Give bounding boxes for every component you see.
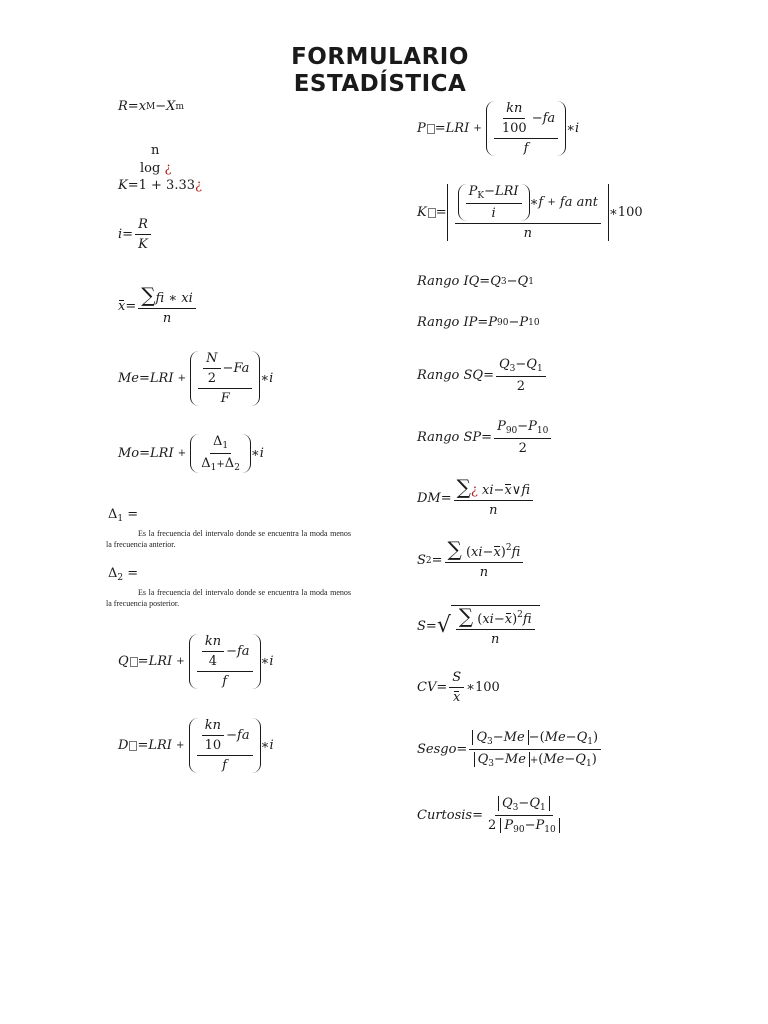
formula-coeficiente-variacion: CV = $\frac{S}{x}$ ∗ 100 bbox=[417, 670, 500, 705]
formula-percentil: P = LRI + $\frac{kn}{100}$ − fa f ∗ i bbox=[417, 101, 580, 156]
formula-rango-ip: Rango IP = P 90 − P 10 bbox=[417, 315, 540, 330]
formula-media: x = $\frac{\sum fi ∗ xi}{n}$ bbox=[118, 287, 198, 326]
delta-2-label: $\Delta_2$ = bbox=[108, 566, 139, 583]
delta-2-description: Es la frecuencia del intervalo donde se encuentra la moda menos la frecuencia posterior. bbox=[106, 588, 351, 608]
formula-rango-iq: Rango IQ = Q 3 − Q 1 bbox=[417, 274, 534, 289]
formula-rango: R = x M − X m bbox=[118, 99, 184, 114]
formula-sesgo: Sesgo = $\frac{Q_3-Me -(Me-Q_1)}{Q_3-Me +(Me-Q_1)}$ bbox=[417, 730, 603, 769]
delta-1-description: Es la frecuencia del intervalo donde se encuentra la moda menos la frecuencia anterior. bbox=[106, 529, 351, 549]
formula-cuartil: Q = LRI + $\frac{kn}{4}$ − fa f ∗ i bbox=[118, 634, 274, 689]
formula-decil: D = LRI + $\frac{kn}{10}$ − fa f ∗ i bbox=[118, 718, 274, 773]
formula-mediana: Me = LRI + $\frac{N}{2}$ − Fa F ∗ i bbox=[118, 351, 274, 406]
formula-k-top-n: n bbox=[151, 143, 160, 158]
formula-moda: Mo = LRI + $\frac{\Delta_1}{\Delta_1+\Delta_2}$ ∗ i bbox=[118, 434, 264, 473]
formula-desviacion-estandar: S = √ $\frac{\sum (xi-x)^2fi}{n}$ bbox=[417, 605, 540, 647]
formula-k-top-log: log ¿ bbox=[140, 161, 172, 176]
title-line-1: FORMULARIO bbox=[291, 44, 469, 70]
formula-curtosis: Curtosis = $\frac{Q_3-Q_1}{2 P_{90}-P_{10}}$ bbox=[417, 796, 565, 835]
formula-desviacion-media: DM = $\frac{\sum¿ xi-x\vee fi}{n}$ bbox=[417, 479, 535, 518]
formula-intervalo: i = $\frac{R}{K}$ bbox=[118, 217, 153, 252]
page-title bbox=[0, 44, 760, 98]
formula-k-percentil: K = $\frac{P_K-LRI}{i}$ ∗ f + fa ant n ∗ 100 bbox=[417, 184, 643, 241]
formula-k: K = 1 + 3.33 ¿ bbox=[118, 178, 202, 193]
title-line-2: ESTADÍSTICA bbox=[293, 71, 467, 97]
formula-varianza: S 2 = $\frac{\sum (xi-x)^2fi}{n}$ bbox=[417, 541, 525, 580]
delta-1-label: $\Delta_1$ = bbox=[108, 507, 139, 524]
formula-rango-sq: Rango SQ = $\frac{Q_3-Q_1}{2}$ bbox=[417, 357, 548, 394]
formula-rango-sp: Rango SP = $\frac{P_{90}-P_{10}}{2}$ bbox=[417, 419, 553, 456]
